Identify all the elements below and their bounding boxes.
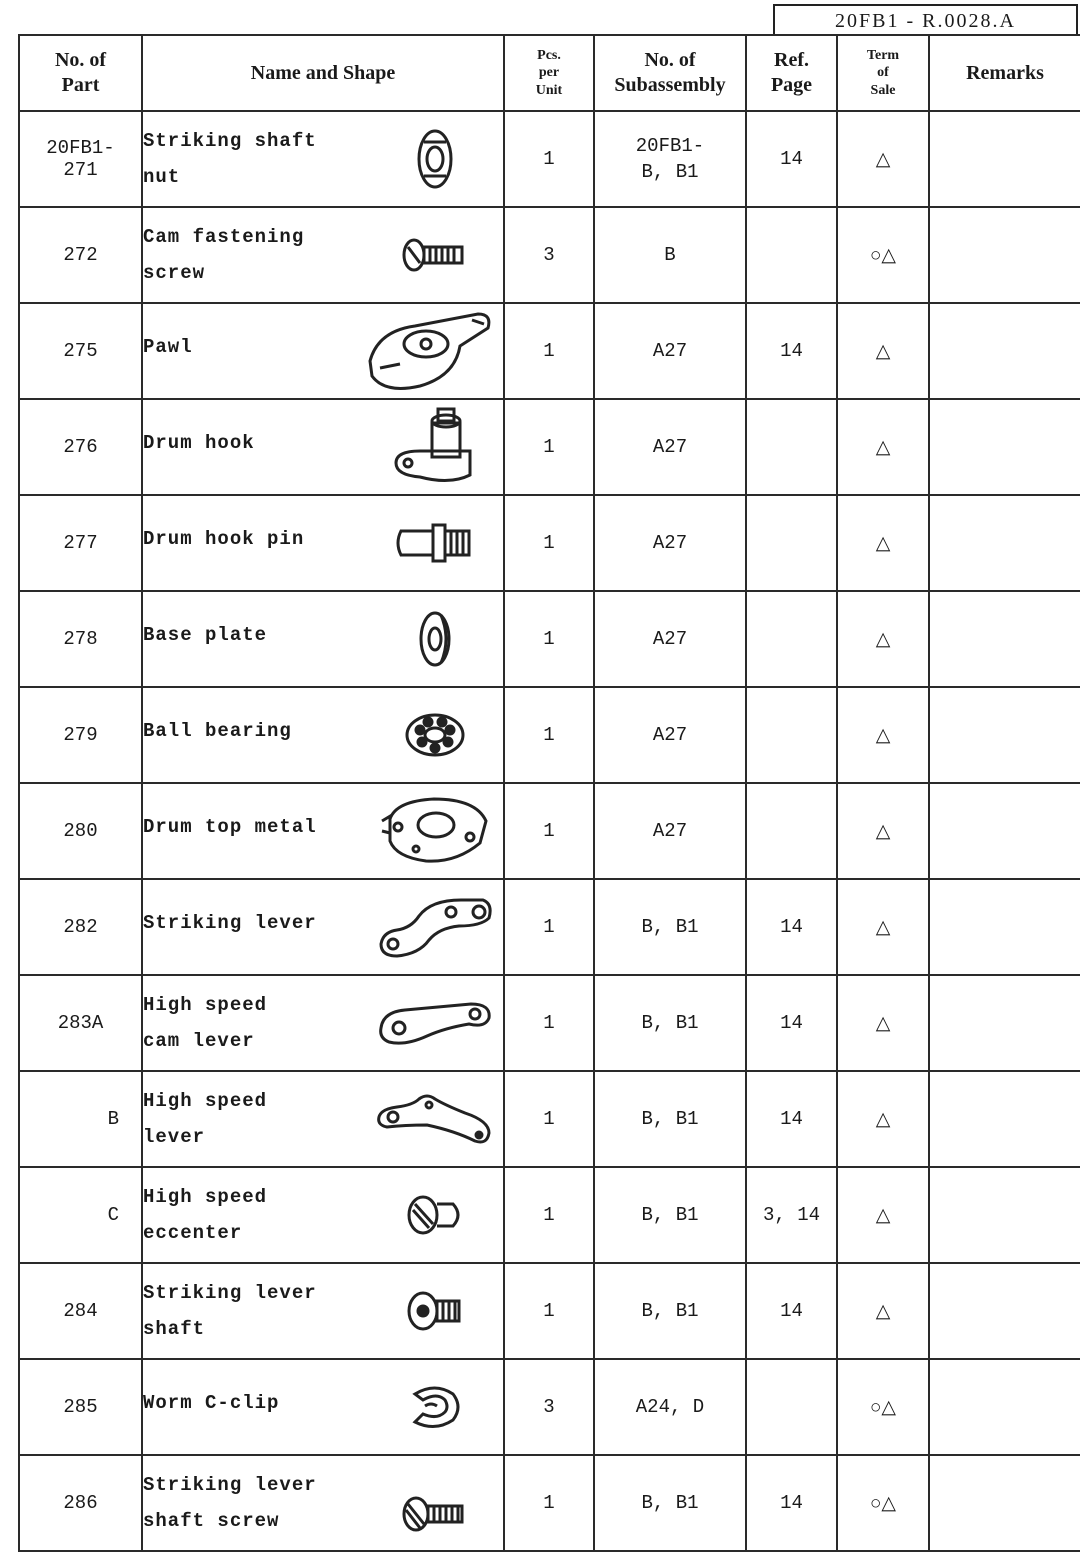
part-name: High speed eccenter xyxy=(142,1167,504,1263)
table-row xyxy=(19,303,1080,399)
term-of-sale: △ xyxy=(837,1263,929,1359)
term-of-sale: △ xyxy=(837,783,929,879)
subassembly: B, B1 xyxy=(594,1263,746,1359)
part-number: 285 xyxy=(19,1359,142,1455)
subassembly: A27 xyxy=(594,399,746,495)
part-number: 276 xyxy=(19,399,142,495)
subassembly: A27 xyxy=(594,495,746,591)
term-of-sale: △ xyxy=(837,687,929,783)
remarks xyxy=(929,495,1080,591)
pcs-per-unit: 1 xyxy=(504,687,594,783)
term-of-sale: △ xyxy=(837,495,929,591)
part-number: 20FB1- 271 xyxy=(19,111,142,207)
header-ref-page: Ref. Page xyxy=(746,35,837,111)
part-number: 284 xyxy=(19,1263,142,1359)
subassembly: A24, D xyxy=(594,1359,746,1455)
ref-page: 3, 14 xyxy=(746,1167,837,1263)
subassembly: A27 xyxy=(594,687,746,783)
shaft-icon xyxy=(375,1268,495,1354)
table-row xyxy=(19,1167,1080,1263)
part-number: 275 xyxy=(19,303,142,399)
subassembly: B, B1 xyxy=(594,879,746,975)
part-name: High speed lever xyxy=(142,1071,504,1167)
table-row xyxy=(19,783,1080,879)
pcs-per-unit: 1 xyxy=(504,591,594,687)
table-row xyxy=(19,975,1080,1071)
subassembly: 20FB1- B, B1 xyxy=(594,111,746,207)
pcs-per-unit: 1 xyxy=(504,303,594,399)
ref-page: 14 xyxy=(746,879,837,975)
part-name: Striking lever shaft xyxy=(142,1263,504,1359)
table-row xyxy=(19,207,1080,303)
subassembly: B, B1 xyxy=(594,1071,746,1167)
term-of-sale: ○△ xyxy=(837,1359,929,1455)
pawl-icon xyxy=(359,308,499,394)
term-of-sale: △ xyxy=(837,303,929,399)
header-pcs-per-unit: Pcs. per Unit xyxy=(504,35,594,111)
remarks xyxy=(929,1359,1080,1455)
table-row xyxy=(19,1071,1080,1167)
drum-top-icon xyxy=(375,788,495,874)
part-name: Base plate xyxy=(142,591,504,687)
ref-page: 14 xyxy=(746,1455,837,1551)
pcs-per-unit: 1 xyxy=(504,879,594,975)
pcs-per-unit: 1 xyxy=(504,975,594,1071)
part-name: Ball bearing xyxy=(142,687,504,783)
part-number: 280 xyxy=(19,783,142,879)
remarks xyxy=(929,879,1080,975)
subassembly: A27 xyxy=(594,783,746,879)
ref-page: 14 xyxy=(746,1263,837,1359)
part-number: C xyxy=(19,1167,142,1263)
lever-icon xyxy=(375,884,495,970)
table-row xyxy=(19,1263,1080,1359)
part-number: 278 xyxy=(19,591,142,687)
table-row xyxy=(19,1455,1080,1551)
part-name: Drum hook xyxy=(142,399,504,495)
header-term-of-sale: Term of Sale xyxy=(837,35,929,111)
shaft-screw-icon xyxy=(375,1471,495,1557)
subassembly: B, B1 xyxy=(594,975,746,1071)
remarks xyxy=(929,975,1080,1071)
header-row xyxy=(19,35,1080,111)
table-row xyxy=(19,495,1080,591)
header-subassembly: No. of Subassembly xyxy=(594,35,746,111)
ref-page xyxy=(746,591,837,687)
remarks xyxy=(929,591,1080,687)
ref-page xyxy=(746,207,837,303)
subassembly: A27 xyxy=(594,591,746,687)
ref-page: 14 xyxy=(746,1071,837,1167)
remarks xyxy=(929,399,1080,495)
part-number: 277 xyxy=(19,495,142,591)
pcs-per-unit: 1 xyxy=(504,1263,594,1359)
nut-icon xyxy=(375,116,495,202)
term-of-sale: △ xyxy=(837,111,929,207)
pcs-per-unit: 1 xyxy=(504,399,594,495)
ref-page: 14 xyxy=(746,975,837,1071)
washer-icon xyxy=(375,596,495,682)
ref-page xyxy=(746,687,837,783)
header-remarks: Remarks xyxy=(929,35,1080,111)
part-name: Drum top metal xyxy=(142,783,504,879)
pcs-per-unit: 1 xyxy=(504,1071,594,1167)
pcs-per-unit: 1 xyxy=(504,783,594,879)
ref-page xyxy=(746,399,837,495)
document-reference: 20FB1 - R.0028.A xyxy=(773,4,1078,36)
part-number: 283A xyxy=(19,975,142,1071)
part-name: High speed cam lever xyxy=(142,975,504,1071)
term-of-sale: △ xyxy=(837,591,929,687)
pcs-per-unit: 1 xyxy=(504,111,594,207)
remarks xyxy=(929,1167,1080,1263)
screw-icon xyxy=(375,212,495,298)
term-of-sale: △ xyxy=(837,1167,929,1263)
pin-icon xyxy=(375,500,495,586)
remarks xyxy=(929,1455,1080,1551)
pcs-per-unit: 1 xyxy=(504,1455,594,1551)
term-of-sale: △ xyxy=(837,1071,929,1167)
subassembly: B xyxy=(594,207,746,303)
part-name: Cam fastening screw xyxy=(142,207,504,303)
pcs-per-unit: 1 xyxy=(504,495,594,591)
remarks xyxy=(929,1263,1080,1359)
cam-lever-icon xyxy=(375,980,495,1066)
term-of-sale: △ xyxy=(837,399,929,495)
part-name: Worm C-clip xyxy=(142,1359,504,1455)
subassembly: A27 xyxy=(594,303,746,399)
term-of-sale: ○△ xyxy=(837,207,929,303)
speed-lever-icon xyxy=(375,1076,495,1162)
pcs-per-unit: 3 xyxy=(504,207,594,303)
eccenter-icon xyxy=(375,1172,495,1258)
ref-page: 14 xyxy=(746,303,837,399)
part-number: 282 xyxy=(19,879,142,975)
subassembly: B, B1 xyxy=(594,1167,746,1263)
remarks xyxy=(929,1071,1080,1167)
table-row xyxy=(19,591,1080,687)
part-name: Striking lever shaft screw xyxy=(142,1455,504,1551)
table-row xyxy=(19,399,1080,495)
table-row xyxy=(19,111,1080,207)
part-number: 279 xyxy=(19,687,142,783)
ref-page xyxy=(746,783,837,879)
term-of-sale: △ xyxy=(837,975,929,1071)
parts-table xyxy=(18,34,1080,1552)
remarks xyxy=(929,111,1080,207)
part-number: B xyxy=(19,1071,142,1167)
part-name: Striking shaft nut xyxy=(142,111,504,207)
remarks xyxy=(929,207,1080,303)
table-row xyxy=(19,1359,1080,1455)
c-clip-icon xyxy=(375,1364,495,1450)
part-name: Pawl xyxy=(142,303,504,399)
part-number: 272 xyxy=(19,207,142,303)
header-name-shape: Name and Shape xyxy=(142,35,504,111)
remarks xyxy=(929,687,1080,783)
term-of-sale: ○△ xyxy=(837,1455,929,1551)
table-row xyxy=(19,879,1080,975)
part-name: Striking lever xyxy=(142,879,504,975)
header-part-no: No. of Part xyxy=(19,35,142,111)
ref-page xyxy=(746,495,837,591)
bearing-icon xyxy=(375,692,495,778)
remarks xyxy=(929,303,1080,399)
drum-hook-icon xyxy=(375,404,495,490)
remarks xyxy=(929,783,1080,879)
part-name: Drum hook pin xyxy=(142,495,504,591)
ref-page: 14 xyxy=(746,111,837,207)
subassembly: B, B1 xyxy=(594,1455,746,1551)
pcs-per-unit: 1 xyxy=(504,1167,594,1263)
pcs-per-unit: 3 xyxy=(504,1359,594,1455)
term-of-sale: △ xyxy=(837,879,929,975)
part-number: 286 xyxy=(19,1455,142,1551)
table-row xyxy=(19,687,1080,783)
ref-page xyxy=(746,1359,837,1455)
